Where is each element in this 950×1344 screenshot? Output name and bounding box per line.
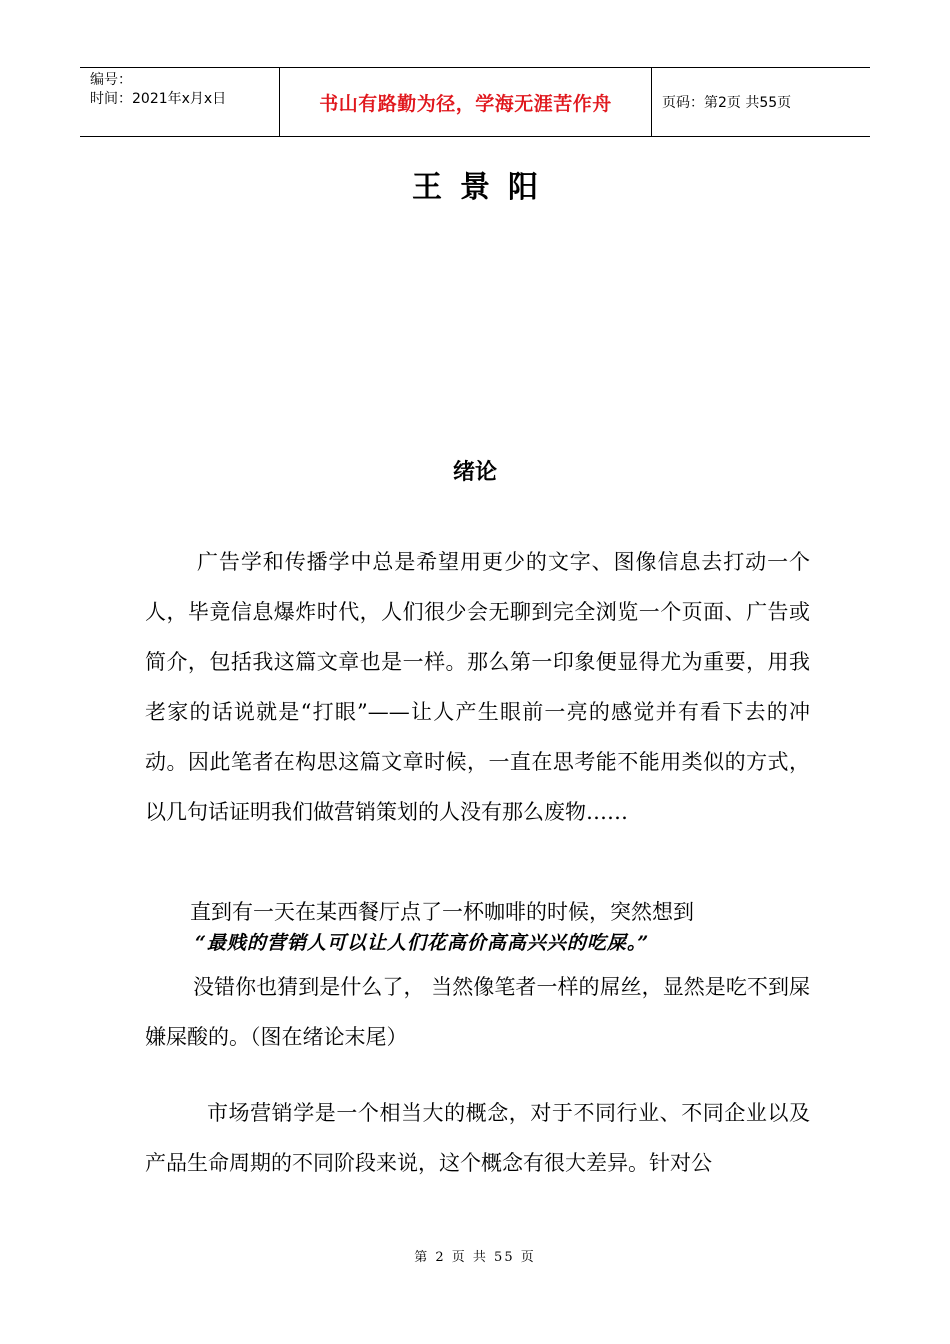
header-motto-cell [280,68,652,136]
paragraph-intro: 广告学和传播学中总是希望用更少的文字、图像信息去打动一个人，毕竟信息爆炸时代，人们很少会无聊到完全浏览一个页面、广告或简介，包括我这篇文章也是一样。那么第一印象便显得尤为重要，用我老家的话说就是“打眼”——让人产生眼前一亮的感觉并有看下去的冲动。因此笔者在构思这篇文章时候，一直在思考能不能用类似的方式，以几句话证明我们做营销策划的人没有那么废物…… [145,550,810,824]
paragraph-marketing: 市场营销学是一个相当大的概念，对于不同行业、不同企业以及产品生命周期的不同阶段来说，这个概念有很大差异。针对公 [145,1101,810,1175]
number-label: 编号： [90,72,132,88]
page-footer: 第 2 页 共 55 页 [414,1250,536,1265]
author-name: 王景阳 [412,170,556,205]
paragraph-guess: 没错你也猜到是什么了， 当然像笔者一样的屌丝，显然是吃不到屎嫌屎酸的。（图在绪论末尾） [145,975,810,1049]
highlight-quote: “最贱的营销人可以让人们花高价高高兴兴的吃屎。” [195,932,650,954]
header-page-cell [652,68,870,136]
motto-text: 书山有路勤为径，学海无涯苦作舟 [319,92,612,115]
paragraph-cafe: 直到有一天在某西餐厅点了一杯咖啡的时候，突然想到 [190,900,694,924]
page-header [80,67,870,137]
time-label: 时间：2021年x月x日 [90,91,227,107]
header-meta-cell [80,68,280,136]
page-info: 页码：第2页 共55页 [662,95,792,111]
section-title: 绪论 [452,460,497,485]
